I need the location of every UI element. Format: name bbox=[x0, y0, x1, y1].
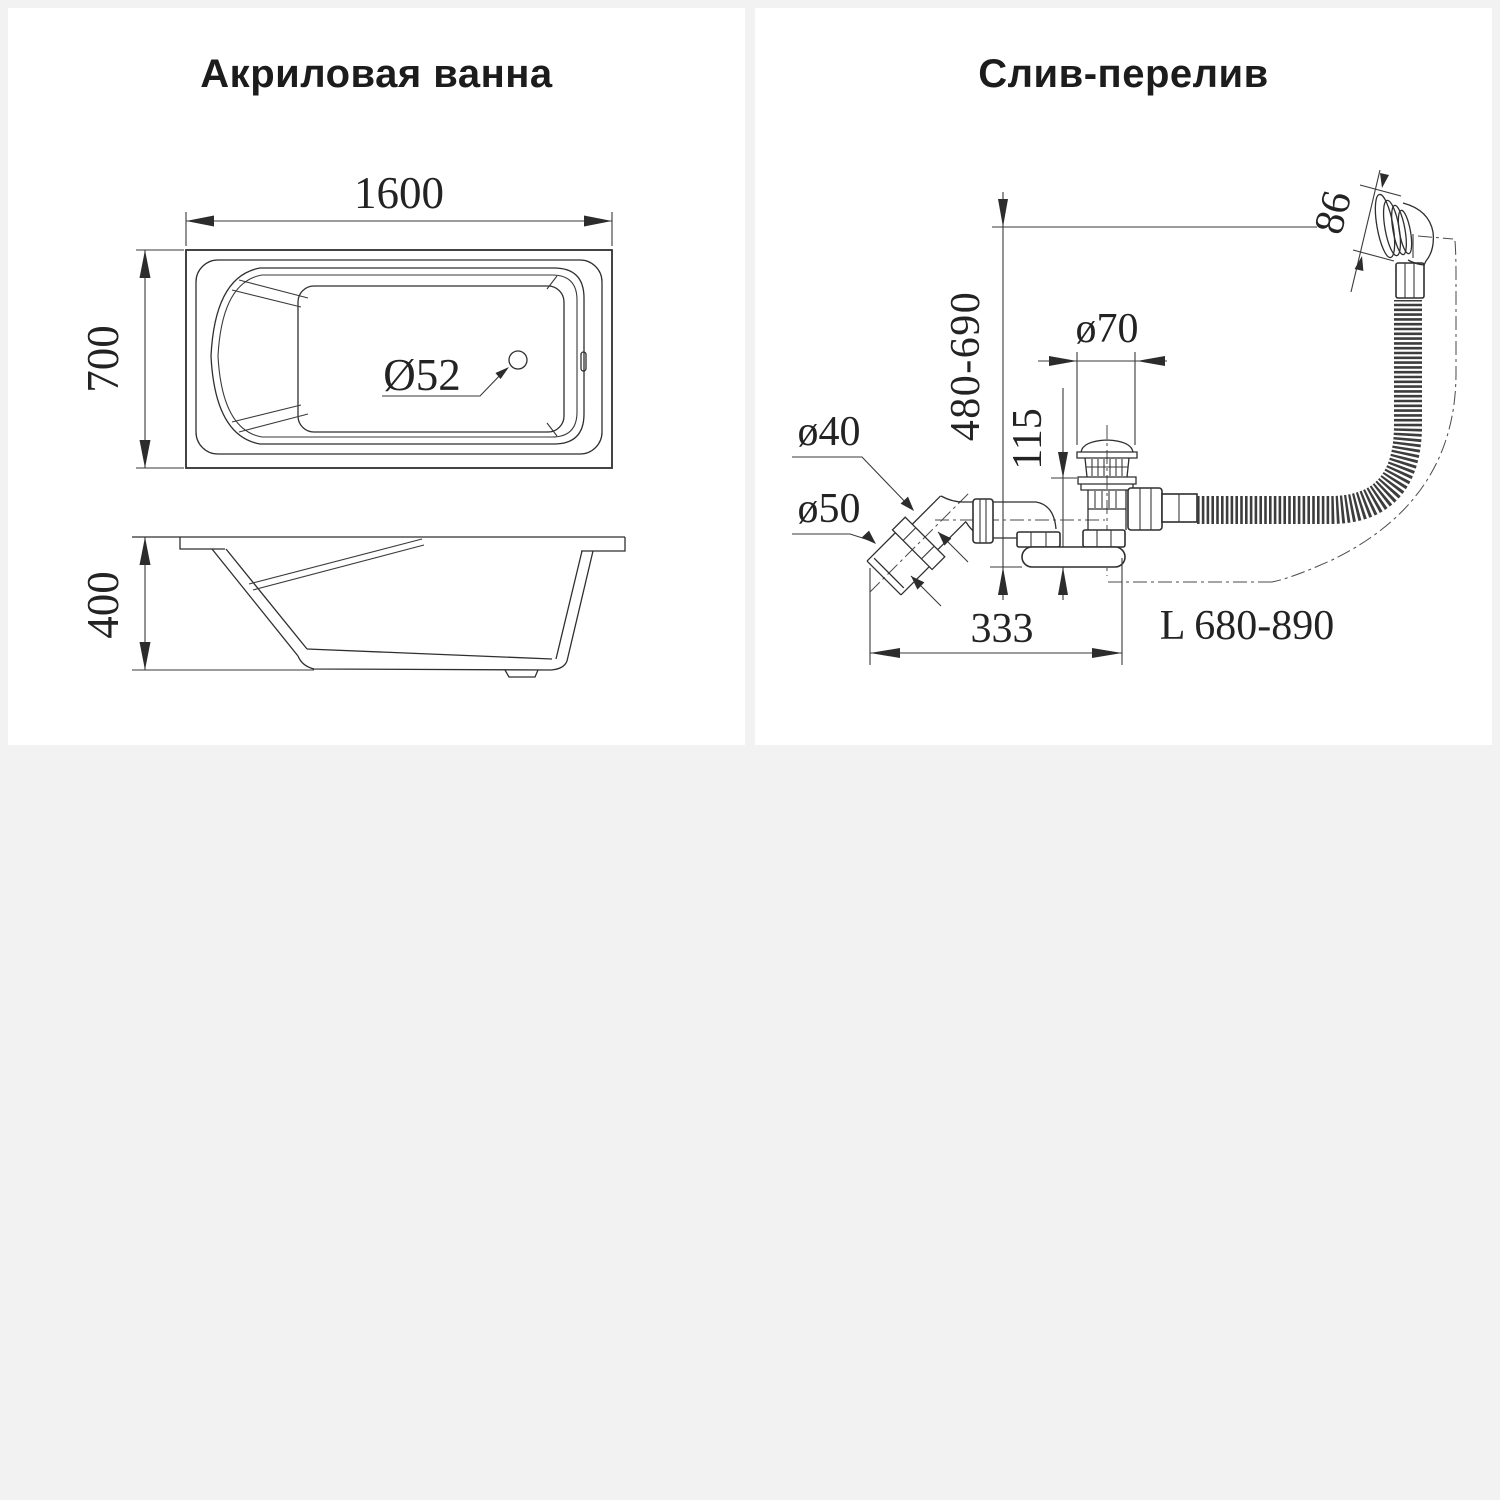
height-range-label: 480-690 bbox=[943, 290, 989, 442]
length-dim-label: 1600 bbox=[354, 168, 444, 218]
dim-1600 bbox=[186, 168, 612, 246]
dim-drain-52 bbox=[382, 350, 509, 400]
drain-card bbox=[755, 8, 1492, 745]
dim-480-690 bbox=[943, 192, 1317, 600]
drain-hole bbox=[509, 351, 527, 369]
pipe-dim-label: ø40 bbox=[797, 409, 861, 455]
dim-70 bbox=[1038, 306, 1167, 445]
cap-dim-label: ø70 bbox=[1075, 306, 1139, 352]
offset-dim-label: 333 bbox=[970, 606, 1034, 652]
corrugated-hose bbox=[1197, 300, 1408, 510]
hose-length-label: L 680-890 bbox=[1159, 603, 1335, 649]
bathtub-card bbox=[8, 8, 745, 745]
overflow-face-label: 86 bbox=[1305, 186, 1362, 239]
drain-technical-drawing bbox=[755, 8, 1492, 745]
valve-height-label: 115 bbox=[1005, 408, 1051, 470]
height-dim-label: 400 bbox=[78, 571, 128, 639]
bathtub-technical-drawing bbox=[8, 8, 745, 745]
overflow-head bbox=[1372, 193, 1434, 298]
bathtub-title: Акриловая ванна bbox=[200, 52, 553, 96]
tub-head-slope-lines bbox=[232, 280, 308, 432]
outlet-dim-label: ø50 bbox=[797, 486, 861, 532]
dim-115 bbox=[1005, 388, 1077, 600]
drain-title: Слив-перелив bbox=[978, 52, 1269, 96]
bathtub-top-view bbox=[78, 168, 612, 468]
drain-dim-label: Ø52 bbox=[383, 350, 461, 400]
dim-50 bbox=[792, 486, 941, 606]
width-dim-label: 700 bbox=[78, 325, 128, 393]
tub-corner-lines bbox=[547, 276, 557, 436]
bathtub-side-view bbox=[78, 537, 625, 677]
dim-333 bbox=[870, 558, 1122, 665]
dim-400 bbox=[78, 537, 151, 670]
dim-700 bbox=[78, 250, 184, 468]
dim-86 bbox=[1306, 170, 1401, 292]
